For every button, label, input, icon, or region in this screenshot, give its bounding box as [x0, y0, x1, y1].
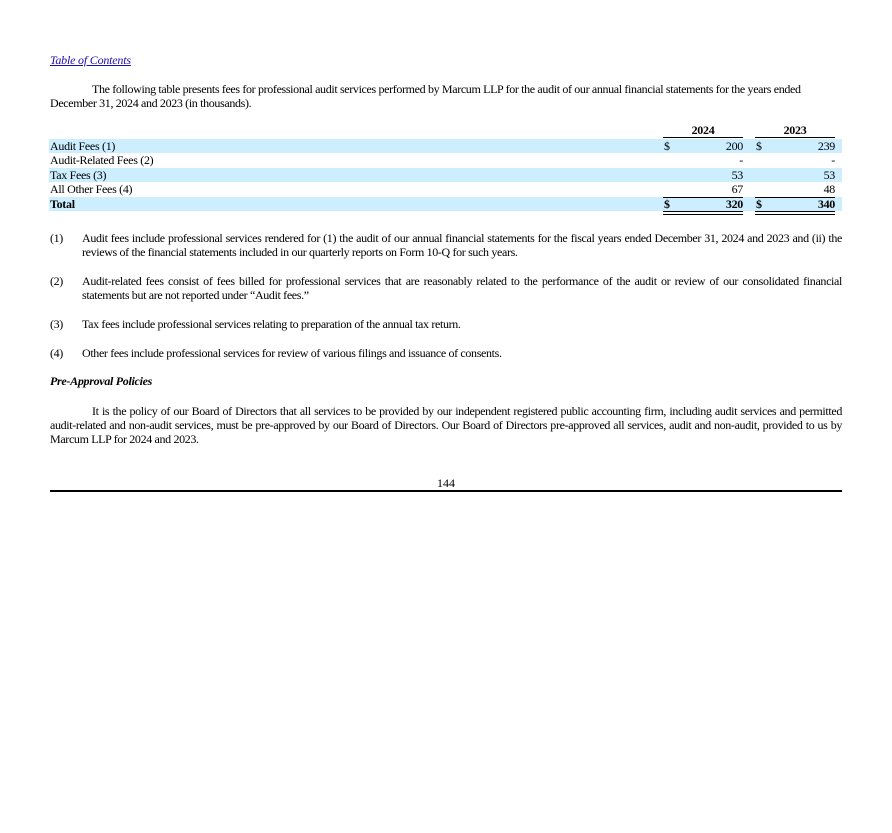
- footnote-text: Audit fees include professional services rendered for (1) the audit of our annual financial statements for the fiscal years ended December 31, 2024 and 2023 and (ii) the reviews of the financial statements included in our quarterly reports on Form 10-Q for such years.: [82, 231, 842, 259]
- row-label: All Other Fees (4): [50, 182, 133, 197]
- footnote-number: (2): [50, 274, 63, 288]
- currency-symbol: $: [756, 196, 762, 211]
- table-row: [49, 153, 842, 167]
- value-2024: 200: [725, 139, 743, 153]
- footnote-text: Audit-related fees consist of fees billed for professional services that are reasonably related to the performance of the audit or review of our consolidated financial statements but are not reported under “Audit fees.”: [82, 274, 842, 302]
- total-row: [49, 197, 842, 211]
- total-2023: 340: [817, 196, 835, 211]
- page-number: 144: [437, 476, 455, 490]
- row-label: Tax Fees (3): [50, 167, 107, 182]
- currency-symbol: $: [756, 139, 762, 153]
- footnote-number: (3): [50, 317, 63, 331]
- value-2023: 53: [823, 167, 835, 182]
- fee-table: [49, 124, 842, 211]
- footnote-number: (1): [50, 231, 63, 245]
- footnote-number: (4): [50, 346, 63, 360]
- policy-text: It is the policy of our Board of Directors that all services to be provided by our independent registered public accounting firm, including audit services and permitted audit-related and non-audit services, must be pre-approved by our Board of Directors. Our Board of Directors pre-approved all services, audit and non-audit, provided to us by Marcum LLP for 2024 and 2023.: [50, 404, 842, 446]
- total-2024: 320: [725, 196, 743, 211]
- table-of-contents-link[interactable]: Table of Contents: [50, 53, 131, 67]
- value-2024: 53: [731, 167, 743, 182]
- footnote-1: [50, 231, 842, 259]
- value-2023: 239: [817, 139, 835, 153]
- column-header-2023: 2023: [755, 124, 835, 138]
- table-row: [49, 182, 842, 196]
- table-row: [49, 139, 842, 153]
- footnote-3: [50, 317, 842, 331]
- double-underline: [663, 211, 743, 215]
- intro-text: The following table presents fees for professional audit services performed by Marcum LLP for the audit of our annual financial statements for the years ended December 31, 2024 and 2023 (in thousands).: [50, 82, 801, 110]
- currency-symbol: $: [664, 139, 670, 153]
- table-header-row: [49, 124, 842, 139]
- double-underline: [755, 211, 835, 215]
- table-row: [49, 168, 842, 182]
- value-2023: 48: [823, 182, 835, 197]
- value-2024: 67: [731, 182, 743, 197]
- row-label: Audit Fees (1): [50, 139, 116, 153]
- column-header-2024: 2024: [663, 124, 743, 138]
- intro-paragraph: [50, 82, 842, 110]
- policy-paragraph: [50, 404, 842, 446]
- currency-symbol: $: [664, 196, 670, 211]
- section-heading: Pre-Approval Policies: [50, 374, 153, 388]
- value-2023: -: [831, 153, 835, 168]
- footnote-text: Tax fees include professional services relating to preparation of the annual tax return.: [82, 317, 461, 331]
- value-2024: -: [739, 153, 743, 168]
- page-footer-rule: [50, 490, 842, 492]
- footnote-4: [50, 346, 842, 360]
- footnote-2: [50, 274, 842, 302]
- row-label: Audit-Related Fees (2): [50, 153, 154, 168]
- footnote-text: Other fees include professional services for review of various filings and issuance of consents.: [82, 346, 502, 360]
- total-label: Total: [50, 196, 75, 211]
